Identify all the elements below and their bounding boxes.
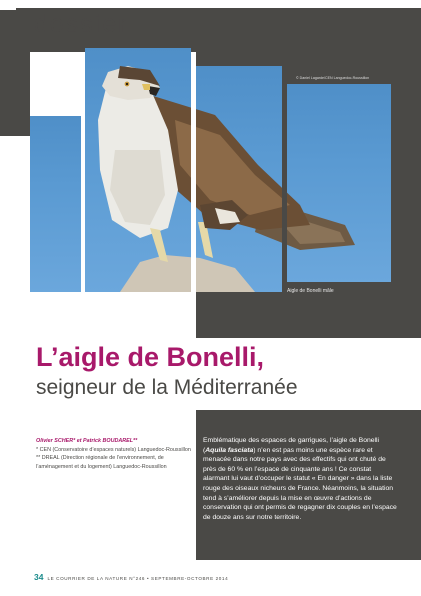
author-names: Olivier SCHER* et Patrick BOUDAREL** — [36, 438, 138, 444]
intro-text-1: Emblématique des espaces de garrigues, l’aigle de Bonelli ( — [203, 437, 380, 454]
photo-panel-2 — [85, 48, 191, 292]
species-name: Aquila fasciata — [205, 446, 254, 454]
photo-panel-3 — [196, 66, 282, 292]
article-subtitle: seigneur de la Méditerranée — [36, 376, 298, 399]
intro-paragraph — [203, 436, 397, 522]
intro-text-2: ) n’en est pas moins une espèce rare et menacée dans notre pays avec des effectifs qui ont chuté de près de 60 % en l’espace de cinquante ans ! Ce constat alarmant lui vaut d’occuper le statut « En danger » dans la liste rouge des oiseaux nicheurs de France. Néanmoins, la situation tend à s’améliorer depuis la mise en œuvre d’actions de conservation qui ont permis de regagner dix couples en l’espace de douze ans sur notre territoire. — [203, 446, 397, 521]
article-title: L’aigle de Bonelli, — [36, 342, 265, 372]
publication-info: LE COURRIER DE LA NATURE N°246 • SEPTEMBRE-OCTOBRE 2014 — [47, 576, 229, 581]
page-footer — [34, 572, 228, 582]
photo-panel-4 — [287, 84, 391, 282]
section-heading: dossier — [34, 10, 129, 38]
photo-caption: Aigle de Bonelli mâle — [287, 288, 334, 294]
photo-panel-1 — [30, 116, 81, 292]
left-dark-block — [0, 52, 30, 136]
page-number: 34 — [34, 572, 44, 582]
affiliation-1: * CEN (Conservatoire d’espaces naturels) Languedoc-Roussillon — [36, 446, 191, 453]
photo-credit: © Daniel Lagarde/CEN Languedoc-Roussillon — [296, 76, 370, 80]
author-block — [36, 437, 194, 471]
affiliation-2: ** DREAL (Direction régionale de l’environnement, de l’aménagement et du logement) Languedoc-Roussillon — [36, 455, 167, 470]
